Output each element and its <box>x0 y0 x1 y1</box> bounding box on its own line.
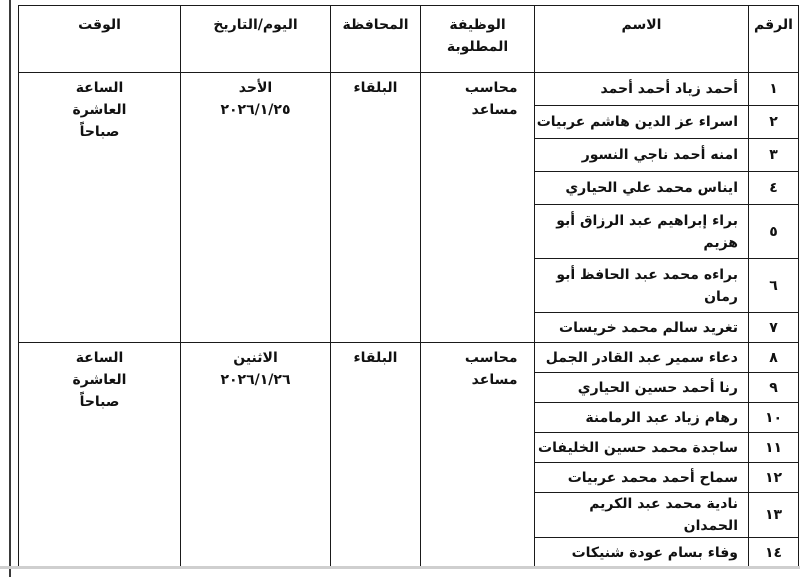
row-name: ساجدة محمد حسين الخليفات <box>535 433 749 463</box>
header-job <box>421 6 535 73</box>
row-name: ايناس محمد علي الحياري <box>535 172 749 205</box>
group2-day: الاثنين <box>233 350 278 366</box>
table-row <box>19 73 799 106</box>
header-row <box>19 6 799 73</box>
group1-governorate: البلقاء <box>331 73 421 343</box>
group2-governorate: البلقاء <box>331 343 421 568</box>
group1-job <box>421 73 535 343</box>
row-number: ٢ <box>749 106 799 139</box>
row-number: ٣ <box>749 139 799 172</box>
page-bottom-edge <box>0 566 800 569</box>
row-name: امنه أحمد ناجي النسور <box>535 139 749 172</box>
interview-schedule-table <box>18 5 799 568</box>
row-name: اسراء عز الدين هاشم عربيات <box>535 106 749 139</box>
row-number: ١١ <box>749 433 799 463</box>
row-name: رهام زياد عبد الرمامنة <box>535 403 749 433</box>
group2-job <box>421 343 535 568</box>
row-number: ٥ <box>749 205 799 259</box>
group1-date-value: ٢٠٢٦/١/٢٥ <box>220 102 291 118</box>
row-name: دعاء سمير عبد القادر الجمل <box>535 343 749 373</box>
group1-job-text: محاسب مساعد <box>464 80 518 118</box>
header-time: الوقت <box>19 6 181 73</box>
row-number: ٧ <box>749 313 799 343</box>
row-number: ١٠ <box>749 403 799 433</box>
row-number: ٨ <box>749 343 799 373</box>
row-number: ٦ <box>749 259 799 313</box>
page-edge-line <box>9 0 11 577</box>
row-name: براءه محمد عبد الحافظ أبو رمان <box>535 259 749 313</box>
row-number: ١٣ <box>749 493 799 538</box>
row-name: براء إبراهيم عبد الرزاق أبو هزيم <box>535 205 749 259</box>
row-number: ١ <box>749 73 799 106</box>
row-name: سماح أحمد محمد عربيات <box>535 463 749 493</box>
group1-date <box>181 73 331 343</box>
row-name: تغريد سالم محمد خريسات <box>535 313 749 343</box>
header-name: الاسم <box>535 6 749 73</box>
group2-job-text: محاسب مساعد <box>464 350 518 388</box>
group1-time <box>19 73 181 343</box>
group1-time-text: الساعة العاشرة صباحاً <box>72 80 127 140</box>
group1-day: الأحد <box>238 80 273 96</box>
header-job-text: الوظيفة المطلوبة <box>446 17 509 55</box>
group2-date-value: ٢٠٢٦/١/٢٦ <box>220 372 291 388</box>
group2-date <box>181 343 331 568</box>
row-name: نادية محمد عبد الكريم الحمدان <box>535 493 749 538</box>
row-name: رنا أحمد حسين الحياري <box>535 373 749 403</box>
row-number: ٩ <box>749 373 799 403</box>
row-name: وفاء بسام عودة شنيكات <box>535 538 749 568</box>
row-number: ١٢ <box>749 463 799 493</box>
row-number: ٤ <box>749 172 799 205</box>
row-name: أحمد زياد أحمد أحمد <box>535 73 749 106</box>
group2-time <box>19 343 181 568</box>
header-number: الرقم <box>749 6 799 73</box>
table-row <box>19 343 799 373</box>
header-date: اليوم/التاريخ <box>181 6 331 73</box>
row-number: ١٤ <box>749 538 799 568</box>
header-governorate: المحافظة <box>331 6 421 73</box>
group2-time-text: الساعة العاشرة صباحاً <box>72 350 127 410</box>
